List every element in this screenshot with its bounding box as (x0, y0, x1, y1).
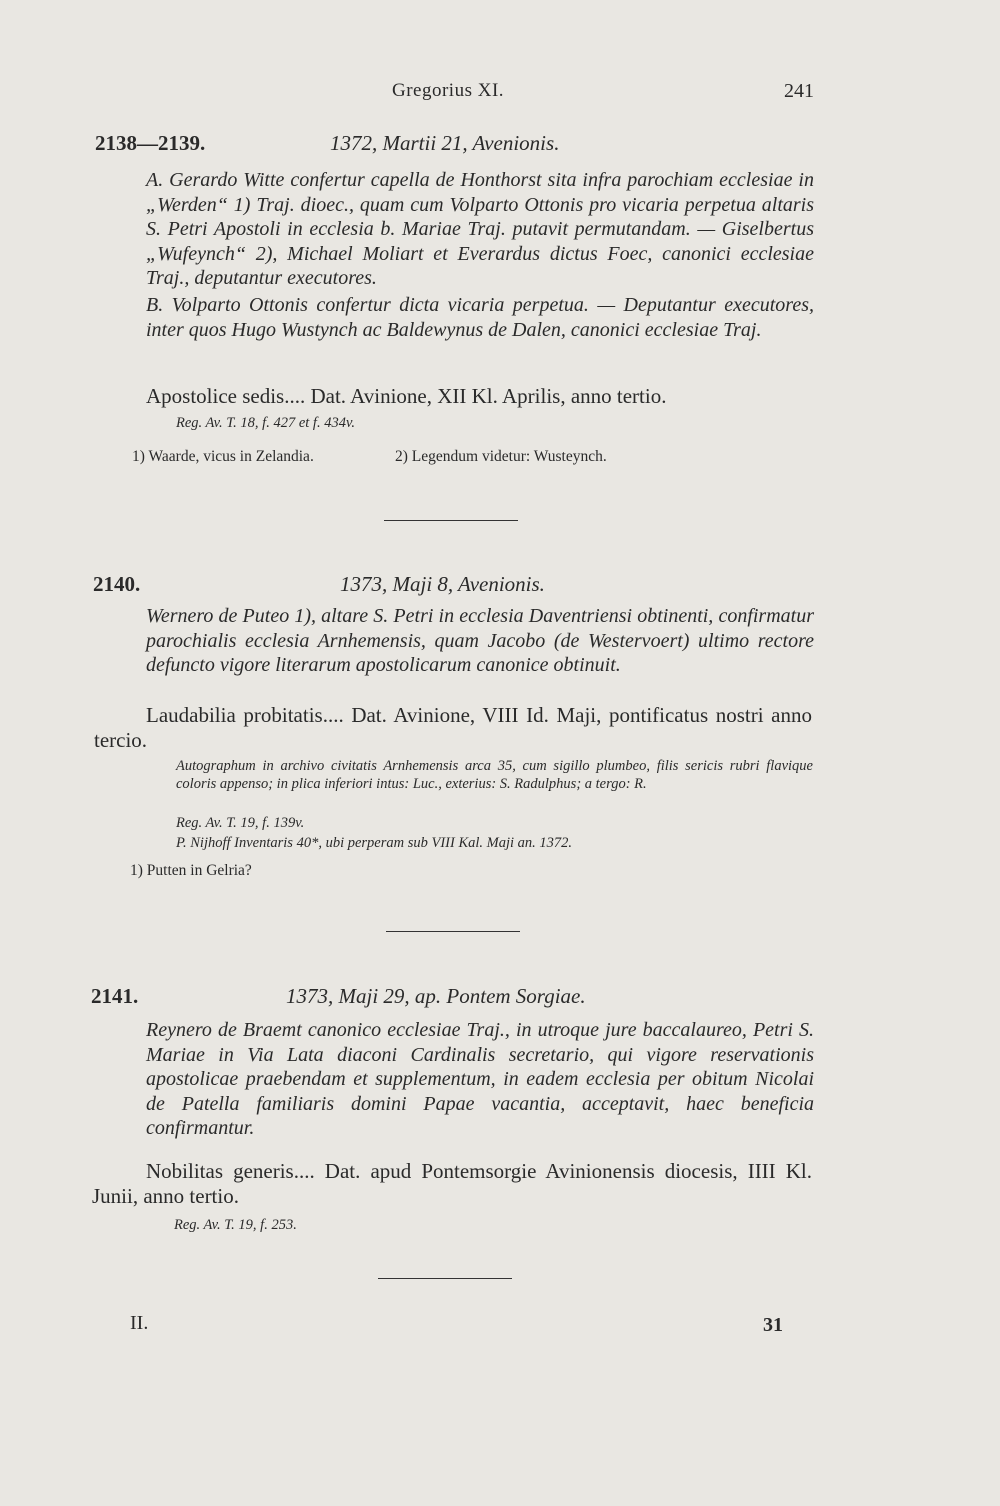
entry-text-b: B. Volparto Ottonis confertur dicta vicaria perpetua. — Deputantur executores, inter quos Hugo Wustynch ac Baldewynus de Dalen, canonici ecclesiae Traj. (146, 294, 814, 341)
entry-text-a: A. Gerardo Witte confertur capella de Honthorst sita infra parochiam ecclesiae in „Werden“ 1) Traj. dioec., quam cum Volparto Ottonis pro vicaria perpetua altaris S. Petri Apostoli in ecclesia b. Mariae Traj. putavit permutandam. — Giselbertus „Wufeynch“ 2), Michael Moliart et Everardus dictus Foec, canonici ecclesiae Traj., deputantur executores. (146, 169, 814, 289)
entry-source: Autographum in archivo civitatis Arnhemensis arca 35, cum sigillo plumbeo, filis sericis rubri flavique coloris appenso; in plica inferiori intus: Luc., exterius: S. Radulphus; a tergo: R. (176, 758, 813, 792)
section-divider (384, 520, 518, 521)
entry-source: Reg. Av. T. 18, f. 427 et f. 434v. (176, 415, 355, 431)
entry-source: Reg. Av. T. 19, f. 253. (174, 1217, 297, 1233)
entry-number: 2138—2139. (95, 131, 206, 155)
entry-date: 1373, Maji 8, Avenionis. (340, 572, 545, 596)
entry-source: P. Nijhoff Inventaris 40*, ubi perperam sub VIII Kal. Maji an. 1372. (176, 835, 573, 851)
section-divider (378, 1278, 512, 1279)
entry-incipit: Nobilitas generis.... Dat. apud Pontemsorgie Avinionensis diocesis, IIII Kl. Junii, anno tertio. (92, 1159, 812, 1208)
running-title: Gregorius XI. (392, 80, 505, 101)
entry-text: Wernero de Puteo 1), altare S. Petri in ecclesia Daventriensi obtinenti, confirmatur parochialis ecclesia Arnhemensis, quam Jacobo (de Westervoert) ultimo rectore defuncto vigore literarum apostolicarum canonice obtinuit. (146, 605, 814, 676)
footnote: 1) Putten in Gelria? (130, 862, 252, 879)
section-divider (386, 931, 520, 932)
footnote: 2) Legendum videtur: Wusteynch. (395, 448, 607, 465)
signature-mark: 31 (763, 1314, 783, 1336)
page-number: 241 (784, 80, 814, 102)
entry-incipit: Laudabilia probitatis.... Dat. Avinione, VIII Id. Maji, pontificatus nostri anno tercio. (94, 703, 812, 752)
entry-source: Reg. Av. T. 19, f. 139v. (176, 815, 305, 831)
entry-incipit: Apostolice sedis.... Dat. Avinione, XII Kl. Aprilis, anno tertio. (146, 384, 667, 408)
entry-date: 1373, Maji 29, ap. Pontem Sorgiae. (286, 984, 586, 1008)
volume-mark: II. (130, 1312, 149, 1334)
entry-number: 2141. (91, 984, 139, 1008)
entry-date: 1372, Martii 21, Avenionis. (330, 131, 560, 155)
footnote: 1) Waarde, vicus in Zelandia. (132, 448, 314, 465)
entry-number: 2140. (93, 572, 141, 596)
entry-text: Reynero de Braemt canonico ecclesiae Traj., in utroque jure baccalaureo, Petri S. Mariae in Via Lata diaconi Cardinalis secretario, qui vigore reservationis apostolicae praebendam et supplementum, in eadem ecclesia per obitum Nicolai de Patella familiaris domini Papae vacantia, acceptavit, haec beneficia confirmantur. (146, 1019, 814, 1139)
